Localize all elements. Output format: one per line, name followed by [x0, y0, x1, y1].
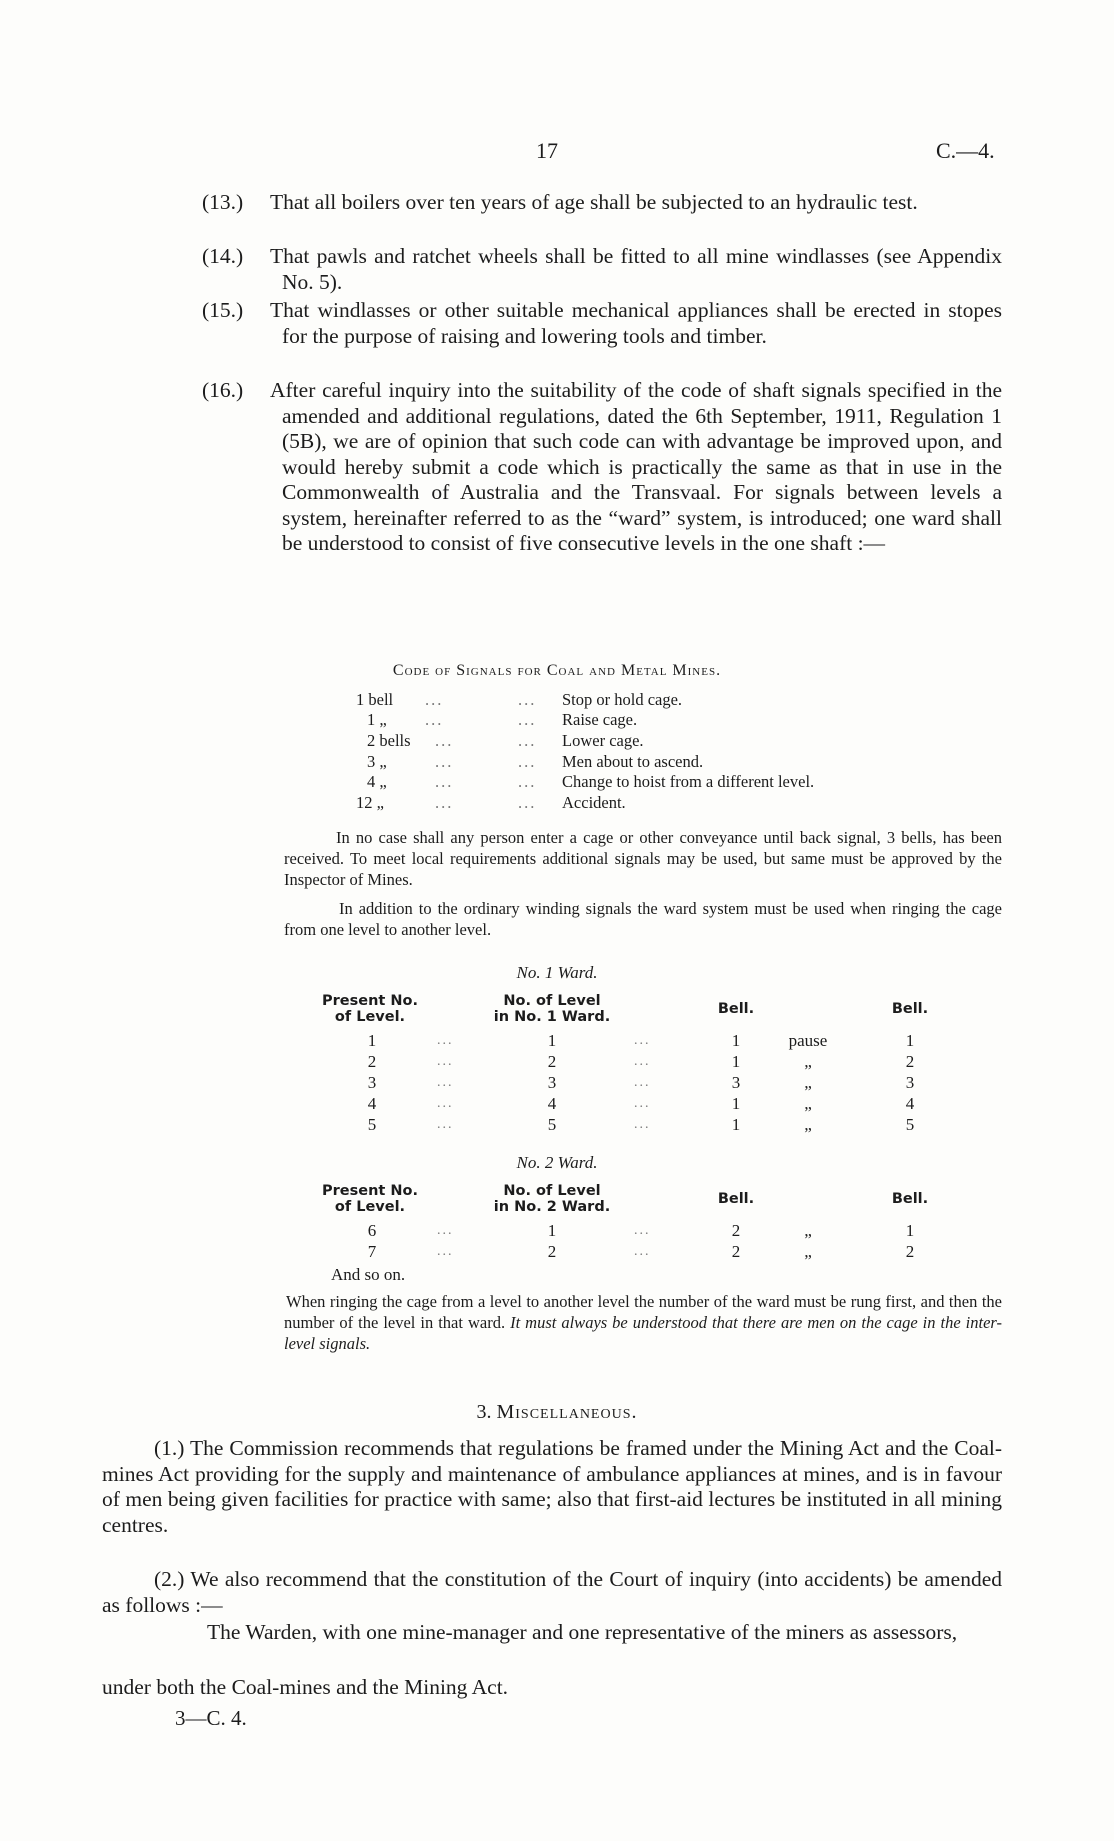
leader-dots: ... [437, 1054, 454, 1069]
signal-meaning: Men about to ascend. [562, 752, 704, 771]
cell-present: 3 [367, 1073, 377, 1092]
footer-signature: 3—C. 4. [175, 1706, 247, 1730]
cell-level: 1 [547, 1031, 557, 1050]
cell-bell-a: 1 [731, 1052, 741, 1071]
signal-meaning: Stop or hold cage. [562, 690, 683, 709]
signal-row [0, 731, 1114, 751]
misc-heading [0, 1401, 1114, 1424]
bell-header: Bell. [891, 1001, 929, 1017]
ward-note-plain: When ringing the cage from a level to another level the number of the ward must be rung first, and then the number of the level in that ward. [284, 1292, 1002, 1332]
signal-row [0, 690, 1114, 710]
cell-bell-b: 1 [905, 1031, 915, 1050]
misc-heading-text: Miscellaneous. [496, 1401, 638, 1423]
ward-2-title: No. 2 Ward. [516, 1153, 598, 1172]
ward-1-row [0, 1051, 1114, 1071]
signals-title: Code of Signals for Coal and Metal Mines. [392, 662, 722, 679]
leader-dots: ... [518, 793, 537, 812]
cell-bell-b: 2 [905, 1242, 915, 1261]
ward-1-row [0, 1114, 1114, 1134]
leader-dots: ... [518, 690, 537, 709]
bell-header: Bell. [717, 1191, 755, 1207]
leader-dots: ... [634, 1223, 651, 1238]
item-text: That windlasses or other suitable mechanical appliances shall be erected in stopes for the purpose of raising and lowering tools and timber. [270, 298, 1002, 348]
cell-pause: „ [804, 1094, 812, 1113]
signal-bells: 2 bells [367, 731, 411, 750]
item-number: (14.) [202, 244, 244, 268]
header-line: of Level. [334, 1199, 406, 1215]
cell-level: 5 [547, 1115, 557, 1134]
leader-dots: ... [634, 1096, 651, 1111]
leader-dots: ... [634, 1054, 651, 1069]
header-line: Present No. [322, 1183, 418, 1199]
signals-note-1: In no case shall any person enter a cage or other conveyance until back signal, 3 bells, has been received. To meet local requirements additional signals may be used, but same must be approved by the Inspector of Mines. [284, 828, 1002, 889]
leader-dots: ... [435, 752, 454, 771]
leader-dots: ... [634, 1075, 651, 1090]
cell-pause: „ [804, 1221, 812, 1240]
ward-note [284, 1291, 1002, 1354]
leader-dots: ... [634, 1033, 651, 1048]
cell-bell-b: 2 [905, 1052, 915, 1071]
item-text: That all boilers over ten years of age shall be subjected to an hydraulic test. [270, 190, 918, 214]
signal-meaning: Accident. [562, 793, 626, 812]
leader-dots: ... [518, 752, 537, 771]
header-line: in No. 2 Ward. [493, 1199, 611, 1215]
present-level-header [315, 1183, 425, 1215]
misc-paragraph-2: (2.) We also recommend that the constitution of the Court of inquiry (into accidents) be amended as follows :— [102, 1567, 1002, 1617]
cell-bell-a: 2 [731, 1242, 741, 1261]
leader-dots: ... [435, 772, 454, 791]
leader-dots: ... [435, 793, 454, 812]
cell-bell-b: 3 [905, 1073, 915, 1092]
item-number: (16.) [202, 378, 244, 402]
cell-bell-a: 1 [731, 1115, 741, 1134]
header-line: in No. 1 Ward. [493, 1009, 611, 1025]
signal-meaning: Lower cage. [562, 731, 644, 750]
cell-level: 4 [547, 1094, 557, 1113]
document-reference: C.—4. [936, 138, 995, 163]
cell-pause: „ [804, 1115, 812, 1134]
cell-bell-a: 1 [731, 1031, 741, 1050]
cell-present: 7 [367, 1242, 377, 1261]
signal-row [0, 752, 1114, 772]
cell-level: 3 [547, 1073, 557, 1092]
ward-1-row [0, 1030, 1114, 1050]
signal-bells: 1 „ [367, 710, 387, 729]
ward-1-title: No. 1 Ward. [516, 963, 598, 982]
signal-bells: 1 bell [356, 690, 394, 709]
cell-level: 2 [547, 1242, 557, 1261]
signal-bells: 12 „ [356, 793, 384, 812]
bell-header: Bell. [717, 1001, 755, 1017]
cell-bell-b: 5 [905, 1115, 915, 1134]
cell-bell-a: 3 [731, 1073, 741, 1092]
cell-bell-b: 1 [905, 1221, 915, 1240]
leader-dots: ... [437, 1096, 454, 1111]
signals-note-2: In addition to the ordinary winding signals the ward system must be used when ringing the cage from one level to another level. [284, 899, 1002, 939]
cell-present: 6 [367, 1221, 377, 1240]
cell-present: 4 [367, 1094, 377, 1113]
cell-level: 1 [547, 1221, 557, 1240]
misc-paragraph-4: under both the Coal-mines and the Mining Act. [102, 1675, 509, 1699]
cell-bell-b: 4 [905, 1094, 915, 1113]
cell-bell-a: 2 [731, 1221, 741, 1240]
misc-paragraph-1: (1.) The Commission recommends that regulations be framed under the Mining Act and the Coal-mines Act providing for the supply and maintenance of ambulance appliances at mines, and is in favour of men being given facilities for practice with same; also that first-aid lectures be instituted in all mining centres. [102, 1436, 1002, 1537]
misc-heading-number: 3. [476, 1401, 492, 1423]
signal-bells: 4 „ [367, 772, 387, 791]
ward-2-row [0, 1220, 1114, 1240]
leader-dots: ... [634, 1244, 651, 1259]
leader-dots: ... [437, 1244, 454, 1259]
leader-dots: ... [518, 772, 537, 791]
item-15 [202, 298, 1002, 349]
ward-level-header [487, 993, 617, 1025]
cell-level: 2 [547, 1052, 557, 1071]
leader-dots: ... [518, 731, 537, 750]
header-line: of Level. [334, 1009, 406, 1025]
leader-dots: ... [435, 731, 454, 750]
signal-bells: 3 „ [367, 752, 387, 771]
ward-1-row [0, 1072, 1114, 1092]
and-so-on: And so on. [331, 1265, 406, 1284]
cell-pause: „ [804, 1242, 812, 1261]
page-number: 17 [536, 138, 558, 163]
item-13 [202, 190, 1002, 216]
leader-dots: ... [518, 710, 537, 729]
cell-present: 1 [367, 1031, 377, 1050]
ward-level-header [487, 1183, 617, 1215]
signal-meaning: Raise cage. [562, 710, 638, 729]
misc-paragraph-3: The Warden, with one mine-manager and one representative of the miners as assessors, [207, 1620, 958, 1644]
signal-meaning: Change to hoist from a different level. [562, 772, 815, 791]
bell-header: Bell. [891, 1191, 929, 1207]
leader-dots: ... [437, 1033, 454, 1048]
leader-dots: ... [425, 710, 444, 729]
item-14 [202, 244, 1002, 295]
header-line: Present No. [322, 993, 418, 1009]
header-line: No. of Level [503, 993, 601, 1009]
item-16 [202, 378, 1002, 557]
signal-row [0, 710, 1114, 730]
leader-dots: ... [425, 690, 444, 709]
cell-present: 5 [367, 1115, 377, 1134]
leader-dots: ... [437, 1223, 454, 1238]
item-text: After careful inquiry into the suitability of the code of shaft signals specified in the amended and additional regulations, dated the 6th September, 1911, Regulation 1 (5B), we are of opinion that such code can with advantage be improved upon, and would hereby submit a code which is practically the same as that in use in the Commonwealth of Australia and the Transvaal. For signals between levels a system, hereinafter referred to as the “ward” system, is introduced; one ward shall be understood to consist of five consecutive levels in the one shaft :— [270, 378, 1002, 555]
leader-dots: ... [634, 1117, 651, 1132]
item-number: (13.) [202, 190, 244, 214]
cell-pause: pause [788, 1031, 828, 1050]
header-line: No. of Level [503, 1183, 601, 1199]
signal-row [0, 772, 1114, 792]
cell-pause: „ [804, 1052, 812, 1071]
leader-dots: ... [437, 1075, 454, 1090]
leader-dots: ... [437, 1117, 454, 1132]
cell-pause: „ [804, 1073, 812, 1092]
item-text: That pawls and ratchet wheels shall be fitted to all mine windlasses (see Appendix No. 5). [270, 244, 1002, 294]
ward-2-row [0, 1241, 1114, 1261]
present-level-header [315, 993, 425, 1025]
ward-note-italic: It must always be understood that there are men on the cage in the inter-level signals. [284, 1313, 1002, 1353]
cell-bell-a: 1 [731, 1094, 741, 1113]
ward-1-row [0, 1093, 1114, 1113]
signal-row [0, 793, 1114, 813]
cell-present: 2 [367, 1052, 377, 1071]
item-number: (15.) [202, 298, 244, 322]
